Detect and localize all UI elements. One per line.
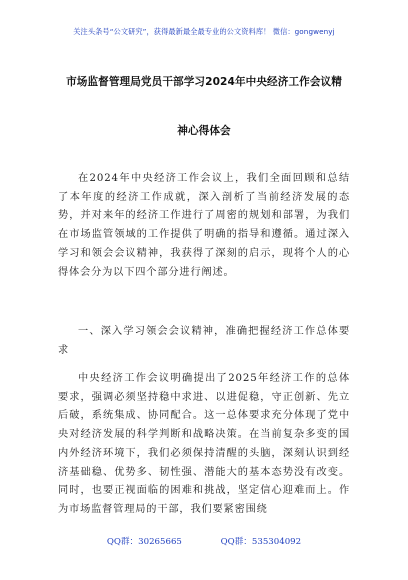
section-heading-text: 一、深入学习领会会议精神，准确把握经济工作总体要求 (58, 326, 350, 356)
footer-qq-group-2: QQ群：535304092 (220, 537, 302, 547)
footer-qq-groups (0, 535, 408, 547)
section-heading-1 (58, 323, 350, 360)
footer-qq-group-1: QQ群：30265665 (106, 537, 182, 547)
body-paragraph-intro (58, 170, 350, 282)
paragraph-text: 在2024年中央经济工作会议上，我们全面回顾和总结了本年度的经济工作成就，深入剖析了当前经济发展的态势，并对来年的经济工作进行了周密的规划和部署，为我们在市场监管领域的工作提供了明确的指导和遵循。通过深入学习和领会会议精神，我获得了深刻的启示，现将个人的心得体会分为以下四个部分进行阐述。 (58, 173, 350, 278)
document-title-line-1: 市场监督管理局党员干部学习2024年中央经济工作会议精 (66, 76, 342, 88)
body-paragraph-section-1 (58, 370, 350, 520)
paragraph-text: 中央经济工作会议明确提出了2025年经济工作的总体要求，强调必须坚持稳中求进、以进促稳，守正创新、先立后破，系统集成、协同配合。这一总体要求充分体现了党中央对经济发展的科学判断和战略决策。在当前复杂多变的国内外经济环境下，我们必须保持清醒的头脑，深刻认识到经济基础稳、优势多、韧性强、潜能大的基本态势没有改变。同时，也要正视面临的困难和挑战，坚定信心迎难而上。作为市场监督管理局的干部，我们要紧密围绕 (58, 373, 350, 515)
document-title-line-2: 神心得体会 (177, 125, 231, 137)
header-promo-note: 关注头条号“公文研究”，获得最新最全最专业的公文资料库！ 微信：gongwenyj (73, 27, 335, 36)
